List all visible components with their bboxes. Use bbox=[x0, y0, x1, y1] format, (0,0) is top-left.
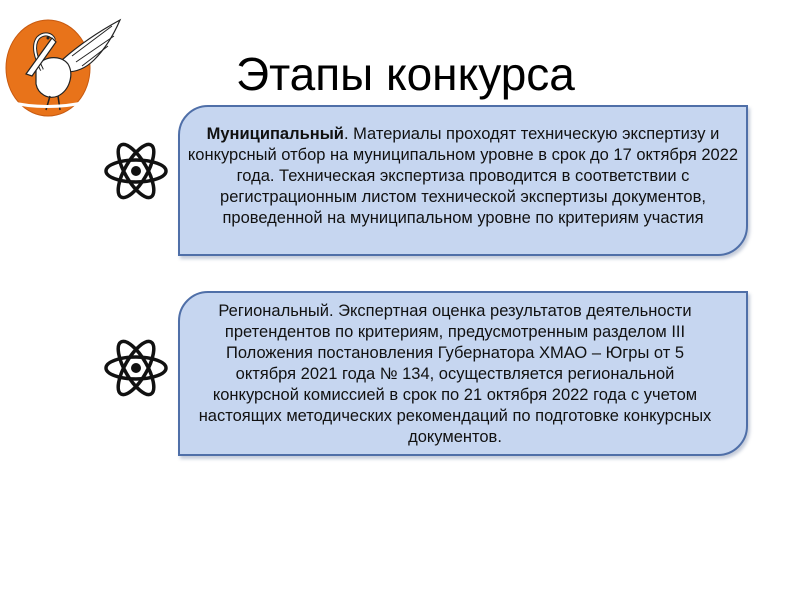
slide-title: Этапы конкурса bbox=[236, 48, 575, 100]
stage-card-municipal bbox=[178, 105, 748, 256]
pelican-logo-icon bbox=[2, 10, 128, 120]
atom-icon bbox=[102, 334, 170, 402]
stage-card-regional bbox=[178, 291, 748, 456]
stage-text: Региональный. Экспертная оценка результатов деятельности претендентов по критериям, предусмотренным разделом III Положения постановления Губернатора ХМАО – Югры от 5 октября 2021 года № 134, осуществляется региональной конкурсной комиссией в срок по 21 октября 2022 года с учетом настоящих методических рекомендаций по подготовке конкурсных документов. bbox=[198, 302, 712, 446]
atom-icon bbox=[102, 137, 170, 205]
stage-text: . Материалы проходят техническую экспертизу и конкурсный отбор на муниципальном уровне в срок до 17 октября 2022 года. Техническая экспертиза проводится в соответствии с регистрационным листом технической экспертизы документов, проведенной на муниципальном уровне по критериям участия bbox=[187, 125, 739, 227]
stage-lead: Муниципальный bbox=[206, 125, 344, 143]
